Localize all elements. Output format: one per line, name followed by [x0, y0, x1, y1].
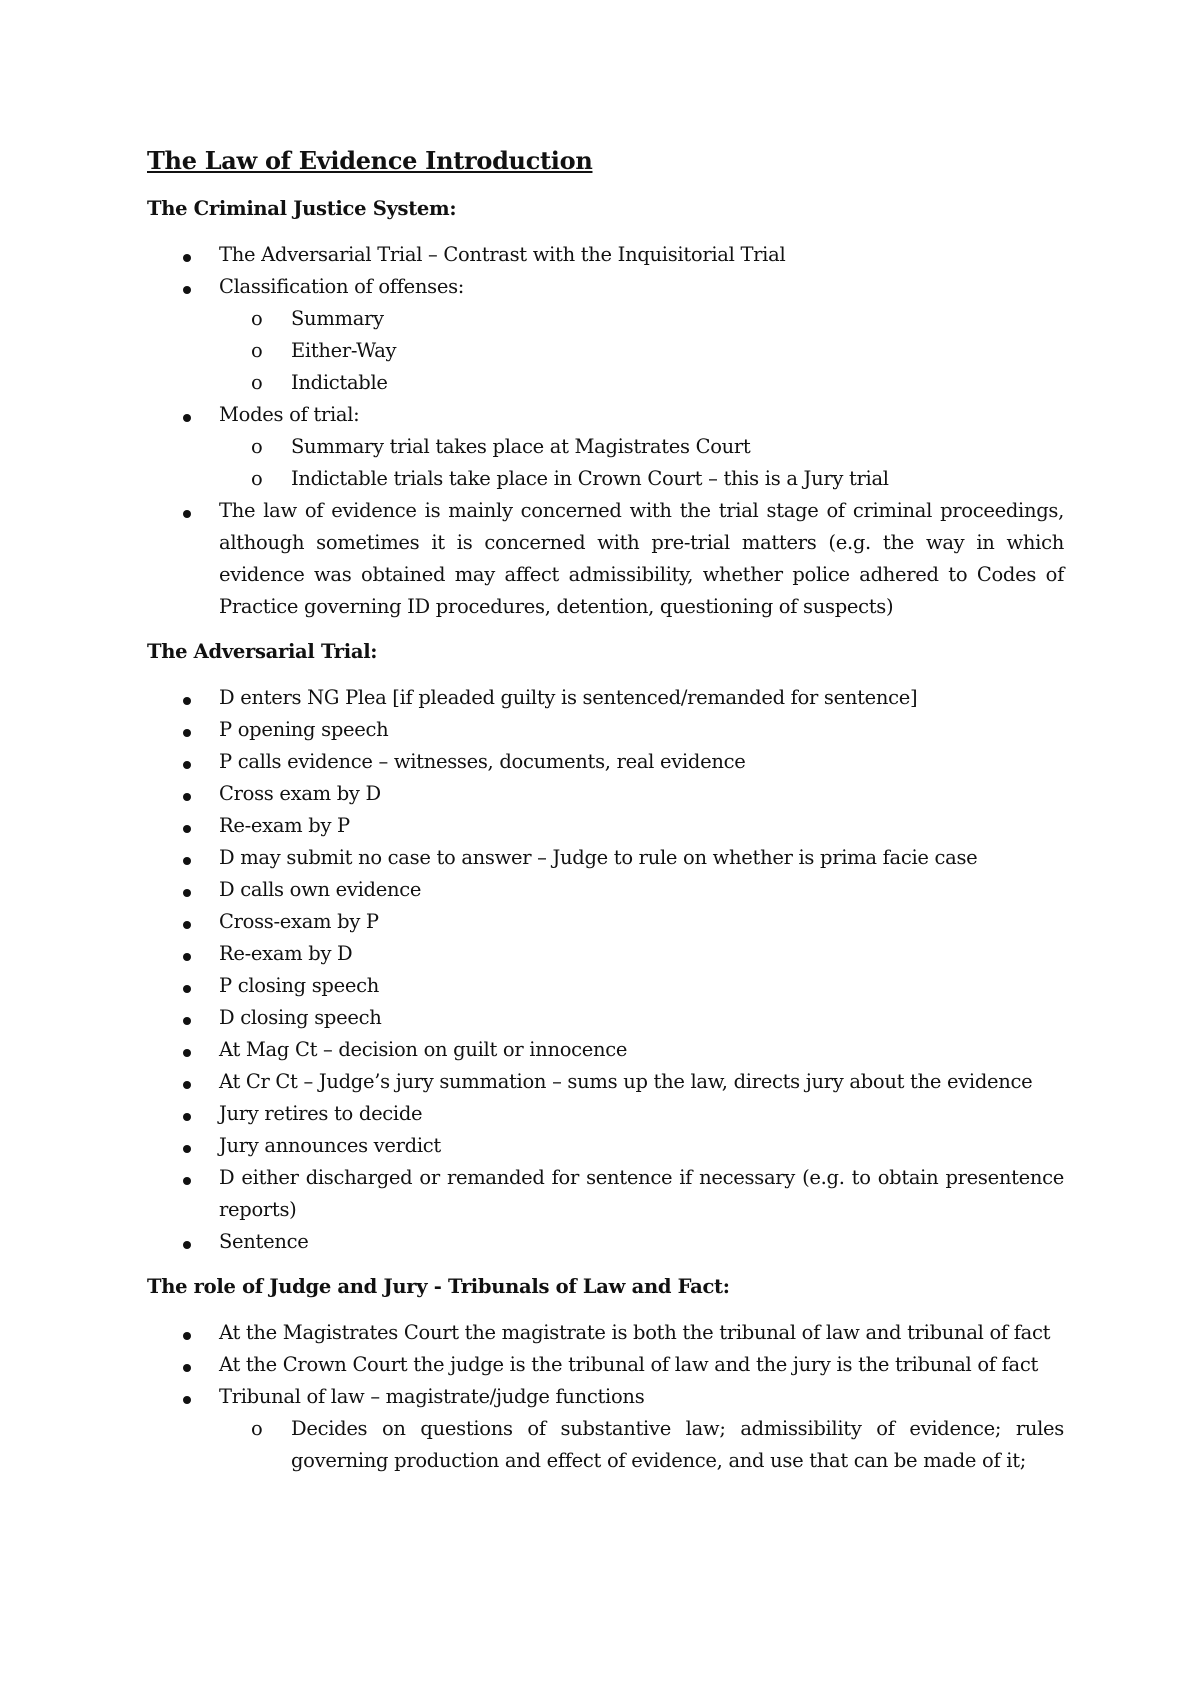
list-item	[147, 1349, 1064, 1381]
list-item	[147, 1381, 1064, 1477]
sub-list-item-text: Summary trial takes place at Magistrates Court	[291, 435, 751, 458]
list-item-text: Re-exam by P	[219, 814, 350, 837]
list-item-text: Jury retires to decide	[219, 1102, 423, 1125]
bullet-dot-icon	[183, 889, 191, 897]
sub-list-item-text: Either-Way	[291, 339, 397, 362]
bullet-dot-icon	[183, 953, 191, 961]
sub-bullet-list	[219, 1413, 1064, 1477]
bullet-list	[147, 1317, 1064, 1477]
bullet-dot-icon	[183, 793, 191, 801]
bullet-dot-icon	[183, 1113, 191, 1121]
list-item-text: At Mag Ct – decision on guilt or innocence	[219, 1038, 628, 1061]
list-item	[147, 1226, 1064, 1258]
document-title: The Law of Evidence Introduction	[147, 146, 593, 175]
list-item	[147, 399, 1064, 495]
list-item	[147, 778, 1064, 810]
circle-bullet-icon: o	[251, 435, 263, 458]
sub-list-item	[219, 335, 1064, 367]
list-item-text: The Adversarial Trial – Contrast with the Inquisitorial Trial	[219, 243, 786, 266]
bullet-dot-icon	[183, 1364, 191, 1372]
bullet-dot-icon	[183, 1145, 191, 1153]
list-item	[147, 1130, 1064, 1162]
bullet-dot-icon	[183, 1081, 191, 1089]
section-heading: The role of Judge and Jury - Tribunals of Law and Fact:	[147, 1275, 730, 1298]
bullet-dot-icon	[183, 857, 191, 865]
sub-list-item	[219, 463, 1064, 495]
bullet-dot-icon	[183, 1241, 191, 1249]
list-item	[147, 1162, 1064, 1226]
list-item-text: Jury announces verdict	[219, 1134, 441, 1157]
sub-list-item	[219, 1413, 1064, 1477]
bullet-dot-icon	[183, 985, 191, 993]
circle-bullet-icon: o	[251, 1417, 263, 1440]
list-item-text: D enters NG Plea [if pleaded guilty is sentenced/remanded for sentence]	[219, 686, 918, 709]
bullet-dot-icon	[183, 1017, 191, 1025]
sub-list-item-text: Indictable trials take place in Crown Court – this is a Jury trial	[291, 467, 889, 490]
sub-list-item	[219, 303, 1064, 335]
sub-list-item-text: Indictable	[291, 371, 388, 394]
section-heading: The Adversarial Trial:	[147, 640, 378, 663]
bullet-dot-icon	[183, 510, 191, 518]
list-item	[147, 1317, 1064, 1349]
list-item	[147, 1034, 1064, 1066]
circle-bullet-icon: o	[251, 339, 263, 362]
list-item	[147, 874, 1064, 906]
list-item-text: Cross exam by D	[219, 782, 381, 805]
list-item-text: At the Magistrates Court the magistrate is both the tribunal of law and tribunal of fact	[219, 1321, 1051, 1344]
list-item-text: P opening speech	[219, 718, 389, 741]
list-item	[147, 271, 1064, 399]
list-item-text: The law of evidence is mainly concerned with the trial stage of criminal proceedings, although sometimes it is concerned with pre-trial matters (e.g. the way in which evidence was obtained may affect admissibility, whether police adhered to Codes of Practice governing ID procedures, detention, questioning of suspects)	[219, 499, 1064, 618]
list-item-text: At Cr Ct – Judge’s jury summation – sums up the law, directs jury about the evidence	[219, 1070, 1033, 1093]
list-item-text: D may submit no case to answer – Judge to rule on whether is prima facie case	[219, 846, 978, 869]
list-item-text: Tribunal of law – magistrate/judge functions	[219, 1385, 645, 1408]
list-item-text: Sentence	[219, 1230, 309, 1253]
sub-list-item-text: Summary	[291, 307, 384, 330]
list-item	[147, 495, 1064, 623]
list-item-text: D closing speech	[219, 1006, 382, 1029]
list-item-text: P closing speech	[219, 974, 379, 997]
sub-bullet-list	[219, 431, 1064, 495]
list-item	[147, 682, 1064, 714]
list-item	[147, 1002, 1064, 1034]
list-item	[147, 906, 1064, 938]
bullet-list	[147, 682, 1064, 1258]
sub-list-item-text: Decides on questions of substantive law; admissibility of evidence; rules governing production and effect of evidence, and use that can be made of it;	[291, 1417, 1064, 1472]
list-item-text: At the Crown Court the judge is the tribunal of law and the jury is the tribunal of fact	[219, 1353, 1039, 1376]
sub-list-item	[219, 431, 1064, 463]
bullet-dot-icon	[183, 729, 191, 737]
list-item	[147, 714, 1064, 746]
bullet-dot-icon	[183, 1396, 191, 1404]
sub-bullet-list	[219, 303, 1064, 399]
list-item	[147, 842, 1064, 874]
list-item	[147, 1066, 1064, 1098]
bullet-dot-icon	[183, 825, 191, 833]
list-item	[147, 938, 1064, 970]
bullet-dot-icon	[183, 1049, 191, 1057]
circle-bullet-icon: o	[251, 371, 263, 394]
bullet-dot-icon	[183, 286, 191, 294]
list-item-text: D either discharged or remanded for sentence if necessary (e.g. to obtain presentence reports)	[219, 1166, 1064, 1221]
circle-bullet-icon: o	[251, 307, 263, 330]
bullet-dot-icon	[183, 761, 191, 769]
list-item-text: Cross-exam by P	[219, 910, 379, 933]
bullet-list	[147, 239, 1064, 623]
list-item	[147, 239, 1064, 271]
list-item	[147, 1098, 1064, 1130]
bullet-dot-icon	[183, 697, 191, 705]
bullet-dot-icon	[183, 254, 191, 262]
bullet-dot-icon	[183, 414, 191, 422]
list-item-text: D calls own evidence	[219, 878, 422, 901]
sub-list-item	[219, 367, 1064, 399]
list-item-text: Classification of offenses:	[219, 275, 465, 298]
list-item-text: Re-exam by D	[219, 942, 353, 965]
circle-bullet-icon: o	[251, 467, 263, 490]
list-item	[147, 746, 1064, 778]
bullet-dot-icon	[183, 1332, 191, 1340]
list-item	[147, 970, 1064, 1002]
list-item-text: P calls evidence – witnesses, documents, real evidence	[219, 750, 746, 773]
section-heading: The Criminal Justice System:	[147, 197, 457, 220]
bullet-dot-icon	[183, 921, 191, 929]
sections-container	[147, 196, 1064, 1477]
list-item-text: Modes of trial:	[219, 403, 360, 426]
bullet-dot-icon	[183, 1177, 191, 1185]
document-body	[147, 146, 1064, 1493]
list-item	[147, 810, 1064, 842]
